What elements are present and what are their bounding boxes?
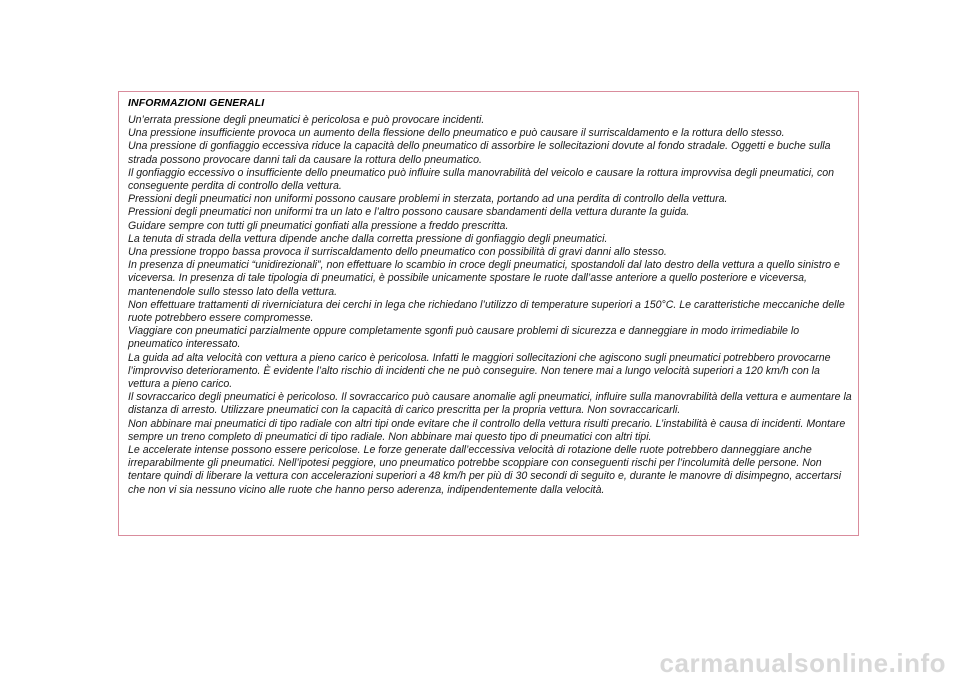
section-title: INFORMAZIONI GENERALI bbox=[128, 97, 265, 109]
paragraph: Non effettuare trattamenti di riverniciatura dei cerchi in lega che richiedano l’utilizzo di temperature superiori a 150°C. Le caratteristiche meccaniche delle ruote potrebbero essere compromesse. bbox=[128, 298, 845, 325]
paragraph: Il gonfiaggio eccessivo o insufficiente dello pneumatico può influire sulla manovrabilità del veicolo e causare la rottura improvvisa degli pneumatici, con conseguente perdita di controllo della vettura. bbox=[128, 166, 835, 193]
paragraph: Viaggiare con pneumatici parzialmente oppure completamente sgonfi può causare problemi di sicurezza e danneggiare in modo irrimediabile lo pneumatico interessato. bbox=[128, 325, 800, 351]
paragraph: In presenza di pneumatici “unidirezionali”, non effettuare lo scambio in croce degli pneumatici, spostandoli dal lato destro della vettura a quello sinistro e viceversa. In presenza di tale tipologia di pneumatici, è possibile unicamente spostare le ruote dall’asse anteriore a quello posteriore e viceversa, mantenendole sullo stesso lato della vettura. bbox=[128, 259, 840, 298]
paragraph: Le accelerate intense possono essere pericolose. Le forze generate dall’eccessiva velocità di rotazione delle ruote potrebbero danneggiare anche irreparabilmente gli pneumatici. Nell’ipotesi peggiore, uno pneumatico potrebbe scoppiare con conseguenti rischi per l’incolumità delle persone. Non tentare quindi di liberare la vettura con accelerazioni superiori a 48 km/h per più di 30 secondi di seguito e, durante le manovre di disimpegno, accertarsi che non vi sia nessuno vicino alle ruote che hanno perso aderenza, indipendentemente dalla velocità. bbox=[128, 444, 842, 496]
paragraph: Guidare sempre con tutti gli pneumatici gonfiati alla pressione a freddo prescritta. bbox=[128, 219, 509, 232]
paragraph: La tenuta di strada della vettura dipende anche dalla corretta pressione di gonfiaggio degli pneumatici. bbox=[128, 232, 608, 245]
paragraph: Pressioni degli pneumatici non uniformi possono causare problemi in sterzata, portando ad una perdita di controllo della vettura. bbox=[128, 193, 728, 206]
paragraph: Una pressione insufficiente provoca un aumento della flessione dello pneumatico e può causare il surriscaldamento e la rottura dello stesso. bbox=[128, 127, 785, 140]
site-watermark: carmanualsonline.info bbox=[659, 648, 946, 678]
paragraph: Non abbinare mai pneumatici di tipo radiale con altri tipi onde evitare che il controllo della vettura risulti precario. L’instabilità è causa di incidenti. Montare sempre un treno completo di pneumatici di tipo radiale. Non abbinare mai questo tipo di pneumatici con altri tipi. bbox=[128, 417, 846, 443]
paragraph: Pressioni degli pneumatici non uniformi tra un lato e l’altro possono causare sbandamenti della vettura durante la guida. bbox=[128, 206, 690, 219]
general-information-box bbox=[118, 91, 859, 536]
paragraph: Il sovraccarico degli pneumatici è pericoloso. Il sovraccarico può causare anomalie agli pneumatici, influire sulla manovrabilità della vettura e aumentare la distanza di arresto. Utilizzare pneumatici con la capacità di carico prescritta per la propria vettura. Non sovraccaricarli. bbox=[128, 391, 852, 417]
paragraph: Un’errata pressione degli pneumatici è pericolosa e può provocare incidenti. bbox=[128, 114, 485, 126]
paragraph-list bbox=[128, 114, 854, 497]
paragraph: Una pressione troppo bassa provoca il surriscaldamento dello pneumatico con possibilità di gravi danni allo stesso. bbox=[128, 246, 667, 259]
paragraph: La guida ad alta velocità con vettura a pieno carico è pericolosa. Infatti le maggiori sollecitazioni che agiscono sugli pneumatici potrebbero provocarne l’improvviso deterioramento. È evidente l’alto rischio di incidenti che ne può conseguire. Non tenere mai a lungo velocità superiori a 120 km/h con la vettura a pieno carico. bbox=[128, 351, 831, 391]
paragraph: Una pressione di gonfiaggio eccessiva riduce la capacità dello pneumatico di assorbire le sollecitazioni dovute al fondo stradale. Oggetti e buche sulla strada possono provocare danni tali da causare la rottura dello pneumatico. bbox=[128, 140, 831, 166]
